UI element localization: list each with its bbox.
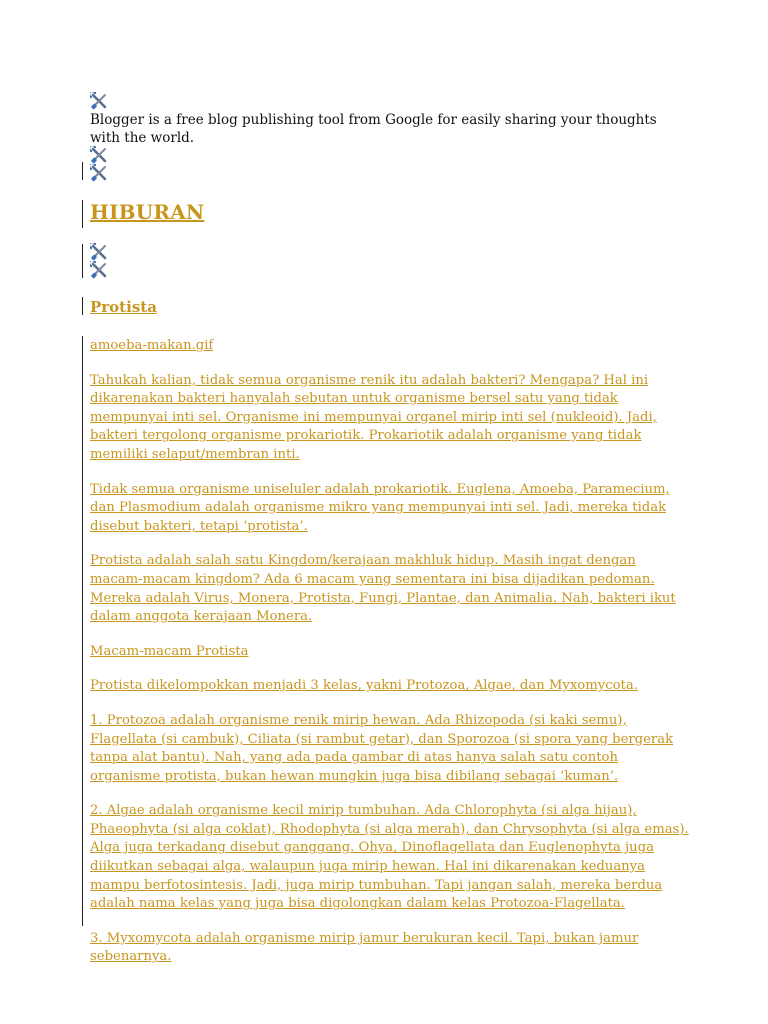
paragraph-link[interactable]: 3. Myxomycota adalah organisme mirip jamur berukuran kecil. Tapi, bukan jamur sebenarnya. bbox=[90, 930, 639, 965]
divider bbox=[82, 200, 83, 228]
subheading-link[interactable]: Macam-macam Protista bbox=[90, 643, 249, 659]
paragraph-link[interactable]: Tahukah kalian, tidak semua organisme renik itu adalah bakteri? Mengapa? Hal ini dikarenakan bakteri hanyalah sebutan untuk organisme bersel satu yang tidak mempunyai inti sel. Organisme ini mempunyai organel mirip inti sel (nukleoid). Jadi, bakteri tergolong organisme prokariotik. Prokariotik adalah organisme yang tidak memiliki selaput/membran inti. bbox=[90, 372, 657, 462]
paragraph-link[interactable]: 2. Algae adalah organisme kecil mirip tumbuhan. Ada Chlorophyta (si alga hijau), Phaeophyta (si alga coklat), Rhodophyta (si alga merah), dan Chrysophyta (si alga emas). Alga juga terkadang disebut ganggang. Ohya, Dinoflagellata dan Euglenophyta juga diikutkan sebagai alga, walaupun juga mirip hewan. Hal ini dikarenakan keduanya mampu berfotosintesis. Jadi, juga mirip tumbuhan. Tapi jangan salah, mereka berdua adalah nama kelas yang juga bisa digolongkan dalam kelas Protozoa-Flagellata. bbox=[90, 803, 689, 912]
section-heading-hiburan[interactable]: HIBURAN bbox=[90, 200, 205, 224]
divider bbox=[82, 162, 83, 180]
paragraph-link[interactable]: Protista dikelompokkan menjadi 3 kelas, yakni Protozoa, Algae, dan Myxomycota. bbox=[90, 678, 638, 694]
post-title-protista[interactable]: Protista bbox=[90, 298, 157, 316]
tools-icon bbox=[90, 146, 108, 164]
paragraph-link[interactable]: Tidak semua organisme uniseluler adalah prokariotik. Euglena, Amoeba, Paramecium, dan Plasmodium adalah organisme mikro yang mempunyai inti sel. Jadi, mereka tidak disebut bakteri, tetapi ‘protista’. bbox=[90, 481, 670, 534]
paragraph-link[interactable]: Protista adalah salah satu Kingdom/kerajaan makhluk hidup. Masih ingat dengan macam-macam kingdom? Ada 6 macam yang sementara ini bisa dijadikan pedoman. Mereka adalah Virus, Monera, Protista, Fungi, Plantae, dan Animalia. Nah, bakteri ikut dalam anggota kerajaan Monera. bbox=[90, 553, 676, 625]
divider bbox=[82, 244, 83, 278]
divider bbox=[82, 297, 83, 315]
post-body bbox=[90, 337, 690, 983]
tools-icon bbox=[90, 261, 108, 279]
blogger-description: Blogger is a free blog publishing tool from Google for easily sharing your thoughts with the world. bbox=[90, 112, 657, 146]
tools-icon bbox=[90, 164, 108, 182]
image-link[interactable]: amoeba-makan.gif bbox=[90, 338, 214, 353]
tools-icon bbox=[90, 243, 108, 261]
post-border bbox=[82, 336, 83, 926]
paragraph-link[interactable]: 1. Protozoa adalah organisme renik mirip hewan. Ada Rhizopoda (si kaki semu), Flagellata (si cambuk), Ciliata (si rambut getar), dan Sporozoa (si spora yang bergerak tanpa alat bantu). Nah, yang ada pada gambar di atas hanya salah satu contoh organisme protista, bukan hewan mungkin juga bisa dibilang sebagai ‘kuman’. bbox=[90, 712, 674, 784]
tools-icon bbox=[90, 92, 108, 110]
